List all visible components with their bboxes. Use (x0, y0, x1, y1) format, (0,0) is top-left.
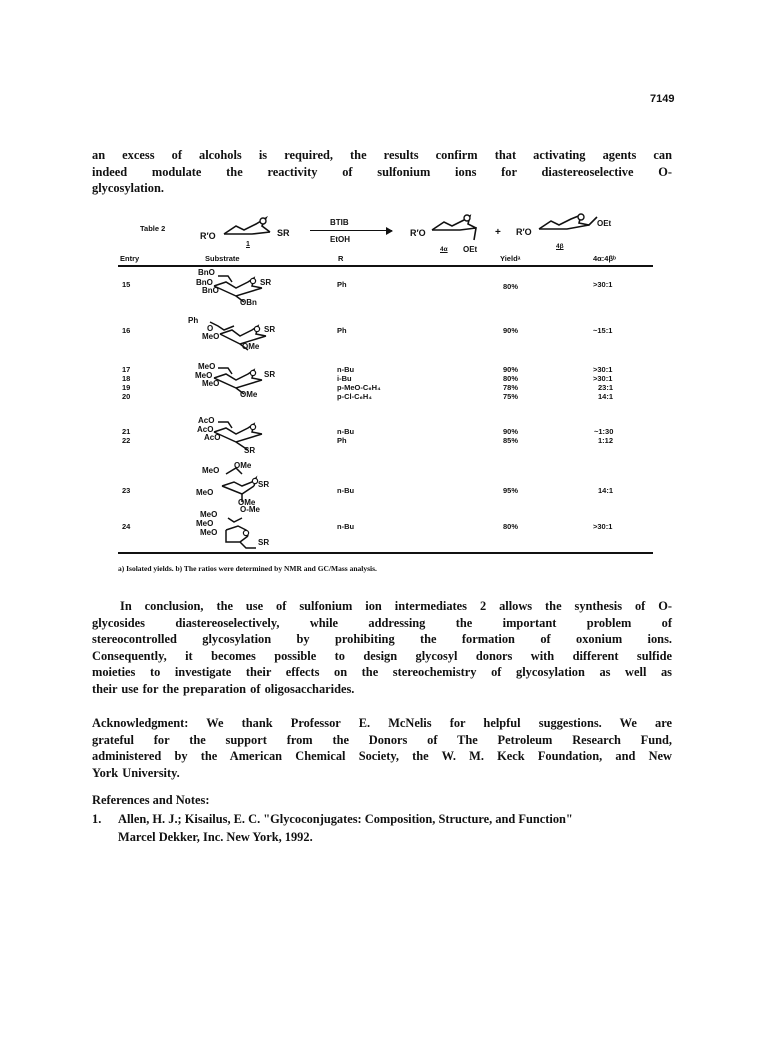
substrate-label: MeO (202, 332, 220, 341)
conclusion-line: glycosides diastereoselectively, while addressing the important problem of (92, 615, 672, 630)
product-b-ro: R′O (516, 227, 532, 237)
header-yield: Yieldᵃ (500, 254, 521, 263)
reagent-bottom: EtOH (330, 235, 350, 244)
yield-value: 85% (503, 436, 519, 445)
yield-value: 80% (503, 522, 519, 531)
reactant-number: 1 (246, 241, 250, 248)
entry-number: 18 (122, 374, 131, 383)
entry-number: 22 (122, 436, 131, 445)
conclusion-paragraph (92, 598, 672, 697)
substrate-label: AcO (198, 416, 215, 425)
r-value: i-Bu (337, 374, 352, 383)
reference-number: 1. (92, 812, 102, 826)
header-r: R (338, 254, 344, 263)
product-b-label: 4β (556, 243, 564, 250)
entry-number: 17 (122, 365, 131, 374)
substrate-label: MeO (196, 488, 214, 497)
conclusion-line: their use for the preparation of oligosaccharides. (92, 681, 355, 696)
table-label: Table 2 (140, 224, 166, 233)
substrate-label: MeO (202, 466, 220, 475)
substrate-label: SR (258, 480, 270, 489)
yield-value: 80% (503, 374, 519, 383)
header-ratio: 4α:4βᵇ (593, 254, 616, 263)
product-a-sugar-ring (430, 214, 480, 242)
conclusion-line: In conclusion, the use of sulfonium ion intermediates 2 allows the synthesis of O- (120, 599, 672, 613)
yield-value: 90% (503, 427, 519, 436)
r-value: Ph (337, 280, 347, 289)
ratio-value: >30:1 (593, 365, 613, 374)
yield-value: 80% (503, 282, 519, 291)
entry-number: 16 (122, 326, 131, 335)
substrate-label: MeO (200, 528, 218, 537)
yield-value: 75% (503, 392, 519, 401)
ratio-value: 23:1 (598, 383, 614, 392)
substrate-label: Ph (188, 316, 199, 325)
yield-value: 90% (503, 326, 519, 335)
substrate-label: SR (260, 278, 272, 287)
references-heading: References and Notes: (92, 793, 210, 807)
entry-number: 19 (122, 383, 131, 392)
entry-number: 21 (122, 427, 131, 436)
substrate-label: O (207, 324, 214, 333)
substrate-label: BnO (202, 286, 219, 295)
ack-line: administered by the American Chemical Society, the W. M. Keck Foundation, and New (92, 749, 672, 763)
r-value: n-Bu (337, 365, 355, 374)
substrate-label: OMe (240, 390, 258, 399)
substrate-label: MeO (202, 379, 220, 388)
ack-line: grateful for the support from the Donors of The Petroleum Research Fund, (92, 732, 672, 747)
intro-line: an excess of alcohols is required, the results confirm that activating agents can (92, 148, 672, 162)
substrate-label: SR (244, 446, 256, 455)
plus-sign: + (495, 227, 501, 238)
r-value: Ph (337, 326, 347, 335)
yield-value: 78% (503, 383, 519, 392)
substrate-label: OMe (242, 342, 260, 351)
product-b-oet: OEt (597, 219, 612, 228)
header-substrate: Substrate (205, 254, 240, 263)
substrate-label: BnO (198, 268, 215, 277)
page-number: 7149 (650, 93, 675, 105)
table-header-rule (118, 265, 653, 267)
substrate-label: MeO (200, 510, 218, 519)
reactant-sr: SR (277, 228, 290, 238)
substrate-label: BnO (196, 278, 213, 287)
conclusion-line: moieties to investigate their effects on the stereochemistry of glycosylation as well as (92, 665, 672, 679)
r-value: n-Bu (337, 427, 355, 436)
reference-line: Marcel Dekker, Inc. New York, 1992. (118, 830, 313, 844)
table-bottom-rule (118, 552, 653, 554)
reaction-scheme (0, 0, 768, 270)
conclusion-line: Consequently, it becomes possible to design glycosyl donors with different sulfide (92, 648, 672, 663)
entry-number: 24 (122, 522, 131, 531)
substrate-label: AcO (204, 433, 221, 442)
entry-number: 23 (122, 486, 131, 495)
substrate-label: MeO (195, 371, 213, 380)
substrate-label: AcO (197, 425, 214, 434)
reactant-sugar-ring (222, 216, 280, 240)
product-a-ro: R′O (410, 228, 426, 238)
substrate-label: SR (264, 370, 276, 379)
ack-line: York University. (92, 765, 180, 780)
reference-line: Allen, H. J.; Kisailus, E. C. "Glycoconjugates: Composition, Structure, and Function" (118, 812, 573, 826)
yield-value: 95% (503, 486, 519, 495)
substrate-label: OMe (238, 498, 256, 507)
r-value: n-Bu (337, 486, 355, 495)
substrate-label: MeO (198, 362, 216, 371)
product-b-sugar-ring (537, 213, 599, 237)
ratio-value: >30:1 (593, 280, 613, 289)
ratio-value: 14:1 (598, 486, 614, 495)
reaction-arrow (310, 230, 392, 231)
r-value: Ph (337, 436, 347, 445)
reactant-ro: R′O (200, 231, 216, 241)
substrate-label: MeO (196, 519, 214, 528)
header-entry: Entry (120, 254, 140, 263)
entry-number: 20 (122, 392, 131, 401)
ratio-value: >30:1 (593, 374, 613, 383)
ratio-value: >30:1 (593, 522, 613, 531)
yield-value: 90% (503, 365, 519, 374)
substrate-label: SR (258, 538, 270, 547)
r-value: p-MeO-C₆H₄ (337, 383, 381, 392)
acknowledgment-paragraph (92, 715, 672, 781)
r-value: p-Cl-C₆H₄ (337, 392, 372, 401)
intro-line: indeed modulate the reactivity of sulfonium ions for diastereoselective O- (92, 164, 672, 179)
ratio-value: 1:12 (598, 436, 614, 445)
product-a-oet: OEt (463, 245, 478, 254)
reagent-top: BTIB (330, 218, 349, 227)
ack-line: Acknowledgment: We thank Professor E. McNelis for helpful suggestions. We are (92, 716, 672, 730)
substrate-label: OMe (234, 461, 252, 470)
substrate-label: O-Me (240, 505, 260, 514)
r-value: n-Bu (337, 522, 355, 531)
ratio-value: 14:1 (598, 392, 614, 401)
conclusion-line: stereocontrolled glycosylation by prohibiting the formation of oxonium ions. (92, 632, 672, 646)
product-a-label: 4α (440, 246, 448, 253)
substrate-label: OBn (240, 298, 257, 307)
entry-number: 15 (122, 280, 131, 289)
ratio-value: ~1:30 (594, 427, 614, 436)
intro-line: glycosylation. (92, 181, 164, 195)
arrow-head (386, 227, 393, 235)
ratio-value: ~15:1 (593, 326, 613, 335)
substrate-label: SR (264, 325, 276, 334)
table-footnote: a) Isolated yields. b) The ratios were determined by NMR and GC/Mass analysis. (118, 564, 377, 573)
